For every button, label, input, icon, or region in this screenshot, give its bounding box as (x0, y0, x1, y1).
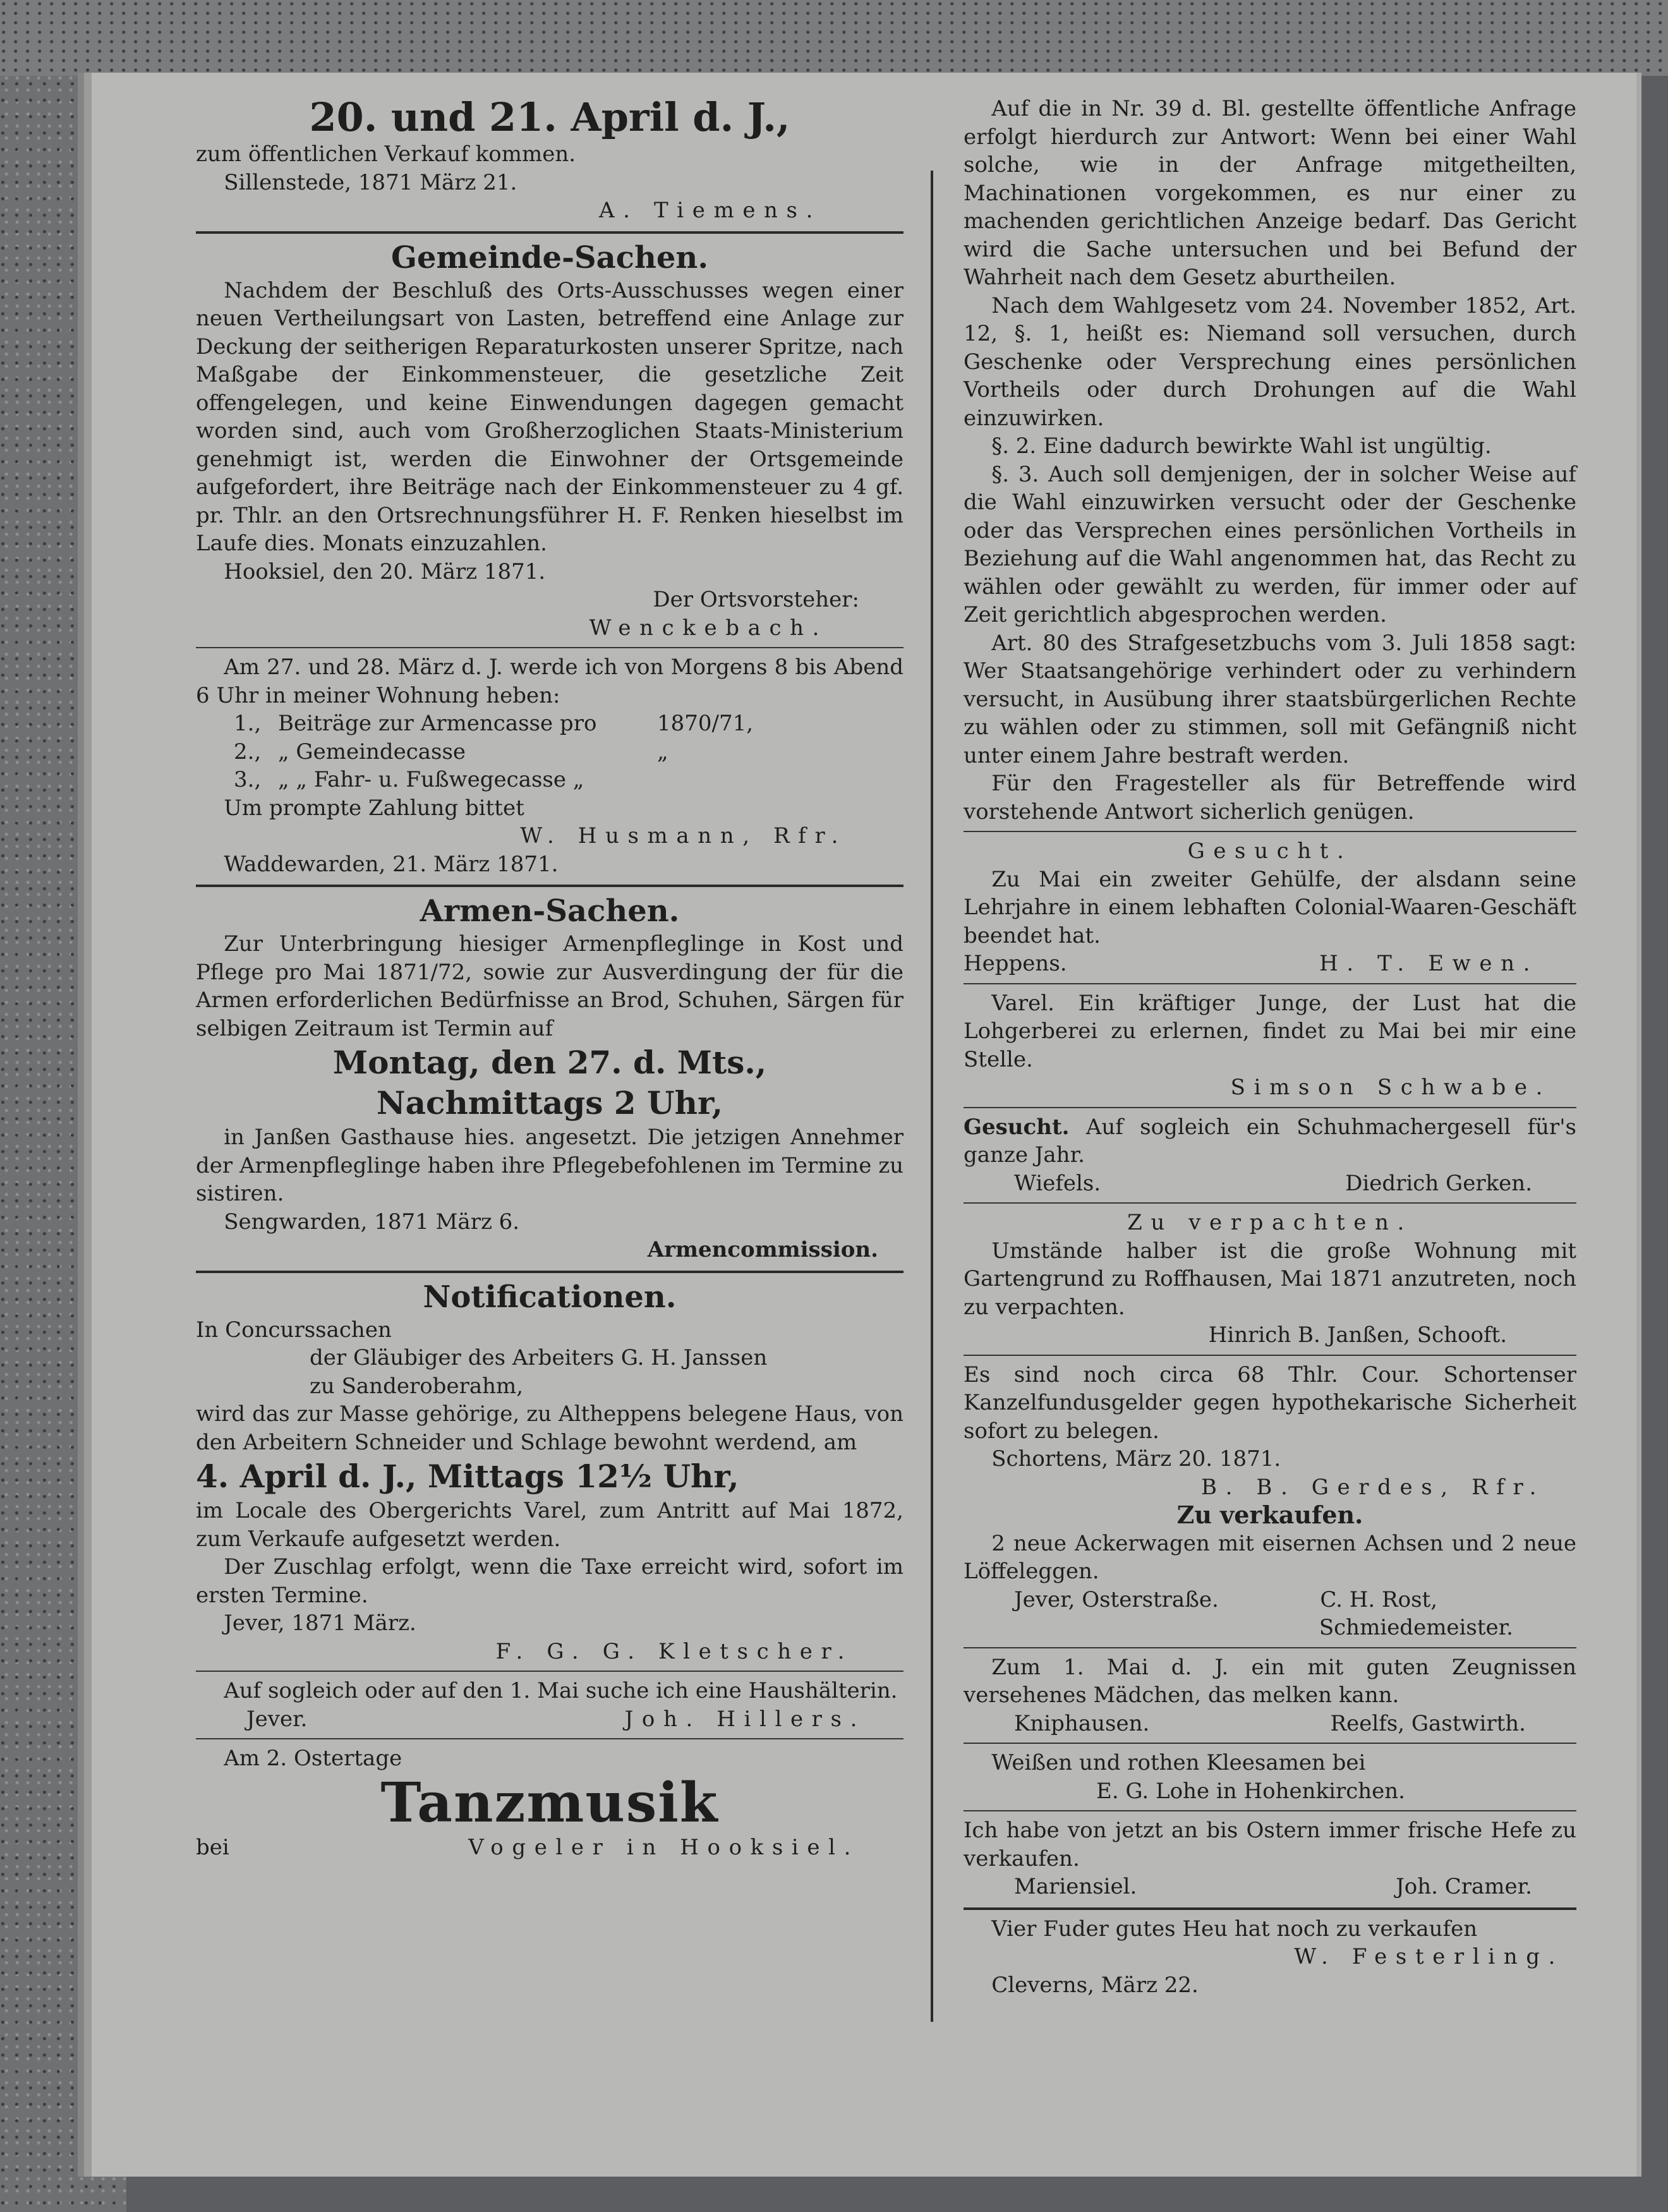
hefe-text: Ich habe von jetzt an bis Ostern immer frische Hefe zu verkaufen. (964, 1818, 1576, 1871)
verkaufen-sign1: C. H. Rost, (1320, 1586, 1437, 1612)
anfrage-p2: Nach dem Wahlgesetz vom 24. November 1852, Art. 12, §. 1, heißt es: Niemand soll versuchen, durch Geschenke oder Versprechung eines persönlichen Vortheils oder durch Drohungen auf die Wahl einzuwirken. (964, 293, 1576, 431)
kanzel-place: Schortens, März 20. 1871. (991, 1446, 1281, 1472)
tanz-pre: Am 2. Ostertage (224, 1746, 402, 1771)
gesucht1-sign: H. T. Ewen. (1319, 951, 1538, 976)
armen-date2: Nachmittags 2 Uhr, (376, 1084, 723, 1121)
section-rule (964, 1647, 1576, 1648)
section-rule (196, 885, 904, 887)
haus-place: Jever. (246, 1706, 308, 1732)
armen-date1: Montag, den 27. d. Mts., (332, 1044, 767, 1081)
anfrage-p6: Für den Fragesteller als für Betreffende wird vorstehende Antwort sicherlich genügen. (964, 771, 1576, 825)
gesucht1-heading: Gesucht. (1187, 838, 1353, 864)
section-rule (196, 1271, 904, 1273)
notif-date: 4. April d. J., Mittags 12½ Uhr, (196, 1458, 739, 1495)
armen-item-extra: „ (657, 739, 668, 765)
armen-item (196, 766, 904, 794)
armen-notice-close: Um prompte Zahlung bittet (224, 795, 524, 821)
page-edge-top (0, 0, 1668, 76)
left-column (196, 95, 904, 1861)
gesucht2-block (964, 1113, 1576, 1169)
notif-line: der Gläubiger des Arbeiters G. H. Janssen (310, 1345, 768, 1370)
armen-item-num: 3., (234, 767, 262, 792)
haus-sign: Joh. Hillers. (624, 1706, 866, 1732)
section-rule (964, 1202, 1576, 1204)
anfrage-p5: Art. 80 des Strafgesetzbuchs vom 3. Juli 1858 sagt: Wer Staatsangehörige verhindert oder zu verhindern versucht, in Ausübung ihrer staatsbürgerlichen Rechte zu wählen oder zu stimmen, soll mit Gefängniß nicht unter einem Jahre bestraft werden. (964, 630, 1576, 768)
maedchen-text: Zum 1. Mai d. J. ein mit guten Zeugnissen versehenes Mädchen, das melken kann. (964, 1654, 1576, 1708)
verpachten-sign: Hinrich B. Janßen, Schooft. (1208, 1322, 1507, 1348)
armen-text2: in Janßen Gasthause hies. angesetzt. Die jetzigen Annehmer der Armenpfleglinge haben ihre Pflegebefohlenen im Termine zu sistiren. (196, 1125, 904, 1206)
right-column (964, 95, 1576, 1999)
verkaufen-heading: Zu verkaufen. (1176, 1501, 1363, 1529)
gesucht1-footer (964, 950, 1576, 978)
gesucht1-text: Zu Mai ein zweiter Gehülfe, der alsdann seine Lehrjahre in einem lebhaften Colonial-Waaren-Geschäft beendet hat. (964, 866, 1576, 948)
verkaufen-text: 2 neue Ackerwagen mit eisernen Achsen und 2 neue Löffeleggen. (964, 1530, 1576, 1584)
gesucht1-place: Heppens. (964, 951, 1067, 976)
heu-text: Vier Fuder gutes Heu hat noch zu verkaufen (991, 1916, 1478, 1942)
verkaufen-sign2: Schmiedemeister. (1319, 1615, 1513, 1640)
heu-sign: W. Festerling. (1294, 1944, 1564, 1969)
maedchen-sign: Reelfs, Gastwirth. (1330, 1710, 1526, 1736)
hefe-footer (964, 1873, 1576, 1901)
anfrage-p4: §. 3. Auch soll demjenigen, der in solcher Weise auf die Wahl einzuwirken versucht oder der Geschenke oder das Versprechen eines persönlichen Vortheils in Beziehung auf die Wahl angenommen hat, das Recht zu wählen oder gewählt zu werden, für immer oder auf Zeit gerichtlich abgesprochen werden. (964, 461, 1576, 627)
armen-item-num: 2., (234, 739, 262, 765)
verpachten-text: Umstände halber ist die große Wohnung mit Gartengrund zu Roffhausen, Mai 1871 anzutreten, noch zu verpachten. (964, 1238, 1576, 1320)
section-rule (964, 983, 1576, 984)
anfrage-p3: §. 2. Eine dadurch bewirkte Wahl ist ungültig. (991, 433, 1492, 459)
notif-place: Jever, 1871 März. (224, 1611, 416, 1636)
haus-footer (196, 1705, 904, 1734)
armen-notice-sign: W. Husmann, Rfr. (520, 823, 847, 849)
section-rule (964, 1355, 1576, 1356)
haus-text: Auf sogleich oder auf den 1. Mai suche ich eine Haushälterin. (224, 1678, 898, 1703)
gemeinde-heading: Gemeinde-Sachen. (390, 239, 709, 275)
top-line: Sillenstede, 1871 März 21. (224, 169, 517, 195)
gemeinde-sign2: Wenckebach. (589, 615, 828, 641)
section-rule (964, 1107, 1576, 1108)
notif-heading: Notificationen. (423, 1279, 677, 1315)
gesucht2-place: Wiefels. (1014, 1170, 1101, 1196)
gemeinde-sign1: Der Ortsvorsteher: (653, 587, 859, 612)
armen-item-text: „ „ Fahr- u. Fußwegecasse „ (278, 767, 584, 792)
armen-sign: Armencommission. (647, 1237, 878, 1262)
top-line: zum öffentlichen Verkauf kommen. (196, 142, 576, 167)
column-divider (931, 171, 933, 2022)
armen-heading: Armen-Sachen. (420, 893, 680, 929)
section-rule (964, 1743, 1576, 1744)
armen-item (196, 710, 904, 738)
varel-sign: Simson Schwabe. (1230, 1075, 1551, 1100)
section-rule (964, 1907, 1576, 1910)
gemeinde-place: Hooksiel, den 20. März 1871. (224, 559, 546, 584)
armen-item (196, 738, 904, 766)
top-heading: 20. und 21. April d. J., (309, 94, 790, 140)
hefe-place: Mariensiel. (1014, 1874, 1137, 1899)
klee-line: E. G. Lohe in Hohenkirchen. (1096, 1778, 1405, 1804)
hefe-sign: Joh. Cramer. (1396, 1874, 1532, 1899)
kanzel-text: Es sind noch circa 68 Thlr. Cour. Schortenser Kanzelfundusgelder gegen hypothekarische Sicherheit sofort zu belegen. (964, 1362, 1576, 1444)
gesucht2-label: Gesucht. (964, 1114, 1070, 1140)
armen-item-text: Beiträge zur Armencasse pro (278, 711, 597, 736)
notif-line: zu Sanderoberahm, (310, 1373, 524, 1399)
armen-item-extra: 1870/71, (657, 711, 754, 736)
gesucht2-sign: Diedrich Gerken. (1345, 1170, 1532, 1196)
tanz-heading: Tanzmusik (380, 1770, 719, 1835)
notif-text: wird das zur Masse gehörige, zu Altheppens belegene Haus, von den Arbeitern Schneider und Schlage bewohnt werdend, am (196, 1401, 904, 1455)
section-rule (196, 1738, 904, 1739)
tanz-footer (196, 1834, 904, 1862)
heu-place: Cleverns, März 22. (991, 1972, 1199, 1998)
klee-line: Weißen und rothen Kleesamen bei (991, 1750, 1366, 1775)
armen-notice-place: Waddewarden, 21. März 1871. (224, 851, 559, 877)
notif-sign: F. G. G. Kletscher. (495, 1638, 853, 1664)
section-rule (964, 1810, 1576, 1811)
armen-place: Sengwarden, 1871 März 6. (224, 1209, 520, 1235)
varel-text: Varel. Ein kräftiger Junge, der Lust hat die Lohgerberei zu erlernen, findet zu Mai bei mir eine Stelle. (964, 990, 1576, 1072)
maedchen-place: Kniphausen. (1014, 1710, 1150, 1736)
gemeinde-text: Nachdem der Beschluß des Orts-Ausschusses wegen einer neuen Vertheilungsart von Lasten, betreffend eine Anlage zur Deckung der seitherigen Reparaturkosten unserer Spritze, nach Maßgabe der Einkommensteuer, die gesetzliche Zeit offengelegen, und keine Einwendungen dagegen gemacht worden sind, auch vom Großherzoglichen Staats-Ministerium genehmigt ist, werden die Einwohner der Ortsgemeinde aufgefordert, ihre Beiträge nach der Einkommensteuer zu 4 gf. pr. Thlr. an den Ortsrechnungsführer H. F. Renken hieselbst im Laufe dies. Monats einzuzahlen. (196, 277, 904, 556)
gesucht2-text: Auf sogleich ein Schuhmachergesell für's ganze Jahr. (964, 1114, 1577, 1168)
top-signature: A. Tiemens. (599, 198, 821, 223)
kanzel-sign: B. B. Gerdes, Rfr. (1201, 1474, 1545, 1500)
section-rule (196, 1671, 904, 1672)
armen-item-text: „ Gemeindecasse (278, 739, 466, 765)
armen-notice-text: Am 27. und 28. März d. J. werde ich von Morgens 8 bis Abend 6 Uhr in meiner Wohnung heben: (196, 655, 904, 708)
gesucht2-footer (964, 1169, 1576, 1198)
section-rule (196, 647, 904, 648)
anfrage-text: Auf die in Nr. 39 d. Bl. gestellte öffentliche Anfrage erfolgt hierdurch zur Antwort: Wenn bei einer Wahl solche, wie in der Anfrage mitgetheilten, Machinationen vorgekommen, es nur einer zu machenden gerichtlichen Anzeige bedarf. Das Gericht wird die Sache untersuchen und bei Befund der Wahrheit nach dem Gesetz aburtheilen. (964, 96, 1576, 290)
maedchen-footer (964, 1710, 1576, 1738)
verkaufen-footer (964, 1586, 1576, 1614)
verkaufen-place: Jever, Osterstraße. (1014, 1586, 1219, 1612)
tanz-bei: bei (196, 1834, 229, 1860)
verpachten-heading: Zu verpachten. (1127, 1210, 1413, 1235)
section-rule (196, 231, 904, 234)
notif-text2: im Locale des Obergerichts Varel, zum Antritt auf Mai 1872, zum Verkaufe aufgesetzt werden. (196, 1498, 904, 1552)
notif-line: In Concurssachen (196, 1317, 392, 1343)
notif-text3: Der Zuschlag erfolgt, wenn die Taxe erreicht wird, sofort im ersten Termine. (196, 1554, 904, 1608)
tanz-sign: Vogeler in Hooksiel. (468, 1834, 859, 1860)
armen-text: Zur Unterbringung hiesiger Armenpfleglinge in Kost und Pflege pro Mai 1871/72, sowie zur Ausverdingung der für die Armen erforderlichen Bedürfnisse an Brod, Schuhen, Särgen für selbigen Zeitraum ist Termin auf (196, 931, 904, 1041)
armen-item-num: 1., (234, 711, 262, 736)
section-rule (964, 831, 1576, 832)
